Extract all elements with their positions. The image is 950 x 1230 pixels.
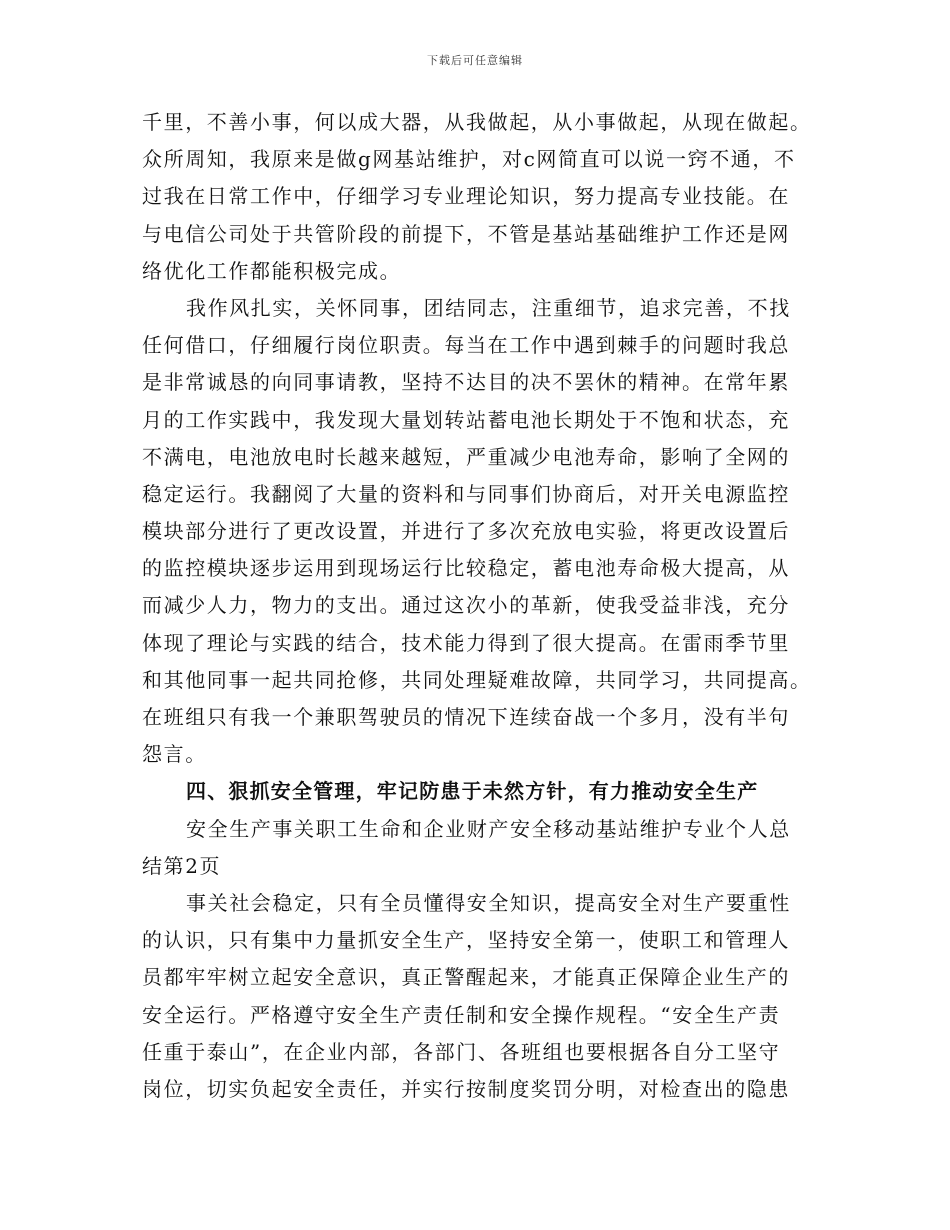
text-line: 月的工作实践中，我发现大量划转站蓄电池长期处于不饱和状态，充 (142, 407, 790, 432)
text-line: 不满电，电池放电时长越来越短，严重减少电池寿命，影响了全网的 (142, 444, 790, 469)
text-line: 安全运行。严格遵守安全生产责任制和安全操作规程。“安全生产责 (142, 1002, 781, 1027)
text-line: 与电信公司处于共管阶段的前提下，不管是基站基础维护工作还是网 (142, 221, 790, 246)
text-line: 过我在日常工作中，仔细学习专业理论知识，努力提高专业技能。在 (142, 184, 790, 209)
text-line: 员都牢牢树立起安全意识，真正警醒起来，才能真正保障企业生产的 (142, 965, 790, 990)
document-body (142, 104, 812, 1108)
text-line: 安全生产事关职工生命和企业财产安全移动基站维护专业个人总 (186, 816, 791, 841)
text-line: 我作风扎实，关怀同事，团结同志，注重细节，追求完善，不找 (186, 295, 791, 320)
text-line: 的认识，只有集中力量抓安全生产，坚持安全第一，使职工和管理人 (142, 928, 790, 953)
text-line: 体现了理论与实践的结合，技术能力得到了很大提高。在雷雨季节里 (142, 630, 790, 655)
text-line: 模块部分进行了更改设置，并进行了多次充放电实验，将更改设置后 (142, 519, 790, 544)
text-line: 而减少人力，物力的支出。通过这次小的革新，使我受益非浅，充分 (142, 593, 790, 618)
text-line: 千里，不善小事，何以成大器，从我做起，从小事做起，从现在做起。 (142, 110, 812, 134)
text-line: 的监控模块逐步运用到现场运行比较稳定，蓄电池寿命极大提高，从 (142, 556, 790, 581)
text-line: 和其他同事一起共同抢修，共同处理疑难故障，共同学习，共同提高。 (142, 667, 812, 692)
page-header: 下载后可任意编辑 (427, 54, 523, 67)
text-line: 是非常诚恳的向同事请教，坚持不达目的决不罢休的精神。在常年累 (142, 370, 790, 395)
text-line: 任何借口，仔细履行岗位职责。每当在工作中遇到棘手的问题时我总 (142, 333, 790, 358)
text-line: 稳定运行。我翻阅了大量的资料和与同事们协商后，对开关电源监控 (142, 481, 790, 506)
text-line: 众所周知，我原来是做g网基站维护，对c网简直可以说一窍不通，不 (142, 147, 796, 172)
section-heading: 四、狠抓安全管理，牢记防患于未然方针，有力推动安全生产 (186, 779, 759, 804)
text-line: 怨言。 (142, 742, 207, 767)
text-line: 在班组只有我一个兼职驾驶员的情况下连续奋战一个多月，没有半句 (142, 705, 790, 729)
text-line: 络优化工作都能积极完成。 (142, 258, 402, 283)
text-line: 任重于泰山”，在企业内部，各部门、各班组也要根据各自分工坚守 (142, 1039, 781, 1064)
text-line: 事关社会稳定，只有全员懂得安全知识，提高安全对生产要重性 (186, 890, 791, 915)
text-line: 结第2页 (142, 853, 222, 878)
text-line: 岗位，切实负起安全责任，并实行按制度奖罚分明，对检查出的隐患 (142, 1076, 790, 1101)
